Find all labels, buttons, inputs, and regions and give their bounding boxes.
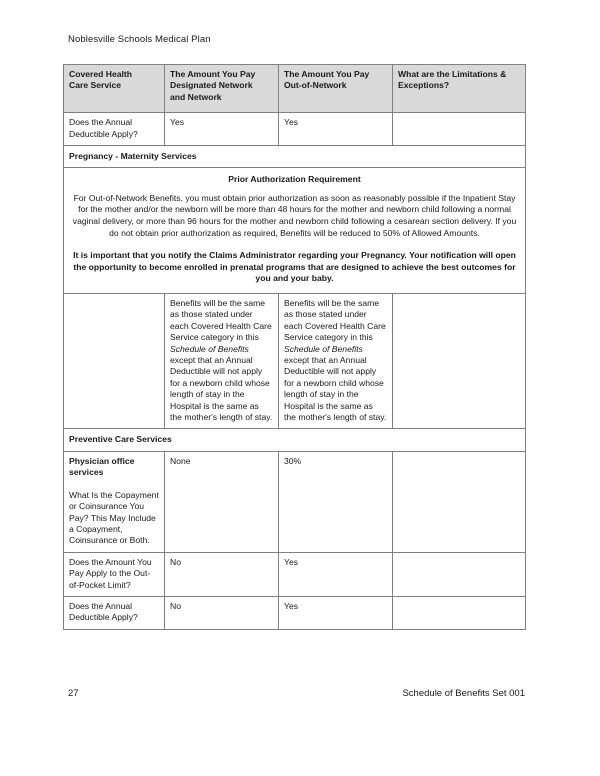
- cell-limitations: [393, 294, 526, 429]
- header-line: The Amount You Pay: [284, 69, 370, 79]
- section-heading-pregnancy: Pregnancy - Maternity Services: [64, 146, 526, 168]
- cell-limitations: [393, 552, 526, 596]
- prior-authorization-body: For Out-of-Network Benefits, you must obtain prior authorization as soon as reasonably possible if the Inpatient Stay for the mother and/or the newborn will be more than 48 hours for the mother and newborn child following a normal vaginal delivery, or more than 96 hours for the mother and newborn child following a cesarean section delivery. If you do not obtain prior authorization as required, Benefits will be reduced to 50% of Allowed Amounts.: [72, 192, 517, 238]
- schedule-of-benefits-reference: Schedule of Benefits: [170, 343, 249, 354]
- prior-authorization-title: Prior Authorization Requirement: [228, 174, 361, 185]
- pregnancy-notification-emphasis: It is important that you notify the Claims Administrator regarding your Pregnancy. Your notification will open the opportunity to become enrolled in prenatal programs that are designed to achieve the best outcomes for you and your baby.: [73, 250, 516, 284]
- prior-authorization-row: [64, 168, 526, 294]
- cell-network: Yes: [165, 113, 279, 146]
- column-header-out-of-network-amount: [279, 65, 393, 113]
- cell-service: [64, 294, 165, 429]
- header-line: The Amount You Pay: [170, 69, 256, 79]
- cell-out-of-network: Yes: [279, 596, 393, 629]
- cell-service: Does the Annual Deductible Apply?: [64, 113, 165, 146]
- cell-limitations: [393, 451, 526, 552]
- benefit-text-part2: except that an Annual Deductible will not apply for a newborn child whose length of stay in the Hospital is the same as the mother's length of stay.: [284, 355, 387, 423]
- header-line: Out-of-Network: [284, 80, 347, 91]
- cell-limitations: [393, 596, 526, 629]
- page-footer: [68, 687, 525, 700]
- table-row: [64, 113, 526, 146]
- section-band-row-preventive: [64, 429, 526, 451]
- table-header-row: [64, 65, 526, 113]
- page-number: 27: [68, 688, 79, 699]
- benefit-text-part1: Benefits will be the same as those stated under each Covered Health Care Service category in this: [284, 298, 386, 343]
- cell-limitations: [393, 113, 526, 146]
- cell-out-of-network: Yes: [279, 552, 393, 596]
- section-band-row-pregnancy: [64, 146, 526, 168]
- service-name: Physician office services: [69, 455, 135, 478]
- cell-service: [64, 451, 165, 552]
- cell-network: No: [165, 596, 279, 629]
- schedule-of-benefits-table: [63, 64, 526, 630]
- header-line: Exceptions?: [398, 80, 450, 91]
- header-line: Designated Network: [170, 80, 253, 91]
- cell-network: None: [165, 451, 279, 552]
- cell-network: No: [165, 552, 279, 596]
- column-header-covered-service: [64, 65, 165, 113]
- page-header-title: Noblesville Schools Medical Plan: [68, 34, 211, 45]
- column-header-network-amount: [165, 65, 279, 113]
- table-row: [64, 596, 526, 629]
- table-row: [64, 294, 526, 429]
- header-line: What are the Limitations &: [398, 69, 507, 79]
- prior-authorization-notice: [64, 168, 526, 294]
- table-row: [64, 451, 526, 552]
- cell-out-of-network: 30%: [279, 451, 393, 552]
- cell-network: [165, 294, 279, 429]
- cell-out-of-network: Yes: [279, 113, 393, 146]
- column-header-limitations: [393, 65, 526, 113]
- schedule-of-benefits-reference: Schedule of Benefits: [284, 343, 363, 354]
- footer-document-label: Schedule of Benefits Set 001: [402, 688, 525, 699]
- benefit-text-part1: Benefits will be the same as those stated under each Covered Health Care Service category in this: [170, 298, 272, 343]
- header-line: Care Service: [69, 80, 122, 91]
- service-question: What Is the Copayment or Coinsurance You Pay? This May Include a Copayment, Coinsurance or Both.: [69, 489, 159, 546]
- header-line: and Network: [170, 91, 222, 102]
- benefit-text-part2: except that an Annual Deductible will not apply for a newborn child whose length of stay in the Hospital is the same as the mother's length of stay.: [170, 355, 273, 423]
- section-heading-preventive: Preventive Care Services: [64, 429, 526, 451]
- cell-service: Does the Annual Deductible Apply?: [64, 596, 165, 629]
- header-line: Covered Health: [69, 69, 133, 79]
- cell-out-of-network: [279, 294, 393, 429]
- table-row: [64, 552, 526, 596]
- cell-service: Does the Amount You Pay Apply to the Out-of-Pocket Limit?: [64, 552, 165, 596]
